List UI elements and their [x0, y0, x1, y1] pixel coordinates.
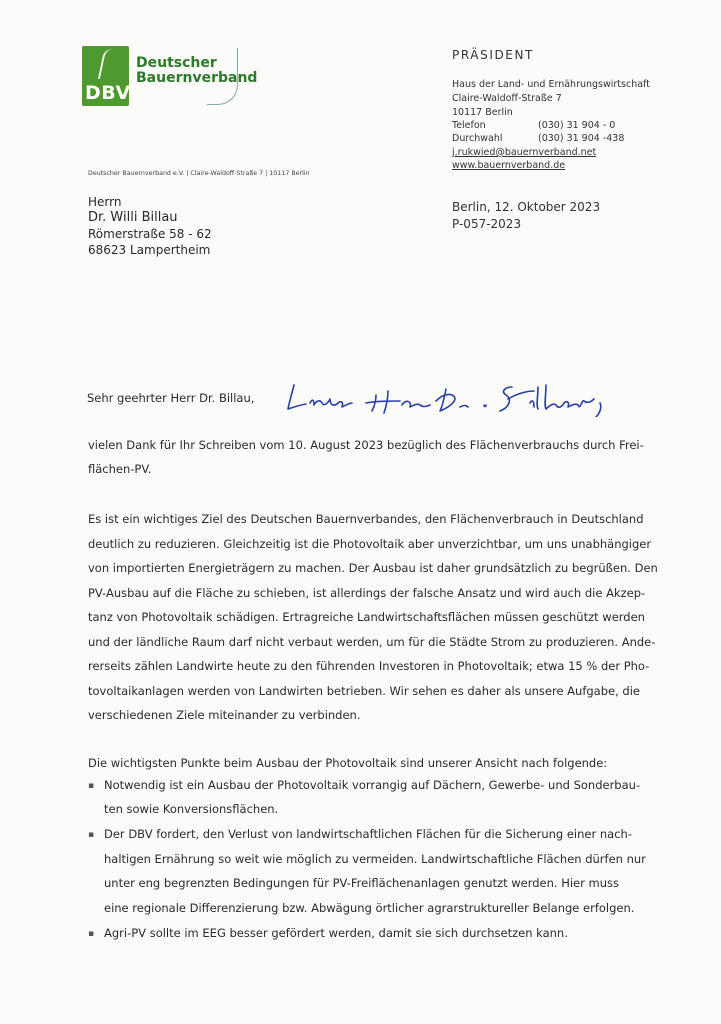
bullet1-line: Notwendig ist ein Ausbau der Photovoltaik vorrangig auf Dächern, Gewerbe- und Sonderbau- — [104, 778, 641, 792]
bullet2-line: eine regionale Differenzierung bzw. Abwägung örtlicher agrarstruktureller Belange erfolgen. — [104, 901, 635, 915]
dbv-logo — [82, 46, 258, 108]
leaf-icon — [98, 49, 114, 79]
paragraph2-line: Es ist ein wichtiges Ziel des Deutschen Bauernverbandes, den Flächenverbrauch in Deutschland — [88, 512, 644, 526]
bullet-marker: ▪ — [88, 830, 95, 840]
header-street: Claire-Waldoff-Straße 7 — [452, 93, 562, 104]
bullet2-line: unter eng begrenzten Bedingungen für PV-Freiflächenanlagen genutzt werden. Hier muss — [104, 876, 619, 890]
header-phone — [452, 120, 616, 131]
header-web[interactable]: www.bauernverband.de — [452, 160, 566, 171]
recipient-salutation: Herrn — [88, 195, 122, 209]
paragraph2-line: tovoltaikanlagen werden von Landwirten betrieben. Wir sehen es daher als unsere Aufgabe, die — [88, 684, 640, 698]
letter-reference: P-057-2023 — [452, 217, 522, 231]
paragraph2-line: verschiedenen Ziele miteinander zu verbinden. — [88, 708, 361, 722]
paragraph2-line: tanz von Photovoltaik schädigen. Ertragreiche Landwirtschaftsflächen müssen geschützt werden — [88, 610, 645, 624]
logo-text-line1: Deutscher — [136, 55, 217, 71]
logo-green-box — [82, 46, 129, 106]
paragraph1-line: vielen Dank für Ihr Schreiben vom 10. August 2023 bezüglich des Flächenverbrauchs durch Frei- — [88, 438, 644, 452]
bullet2-line: haltigen Ernährung so weit wie möglich zu vermeiden. Landwirtschaftliche Flächen dürfen nur — [104, 852, 646, 866]
header-title: PRÄSIDENT — [452, 48, 534, 62]
paragraph1-line: flächen-PV. — [88, 462, 152, 476]
phone-value: (030) 31 904 - 0 — [538, 120, 616, 131]
logo-text-line2: Bauernverband — [136, 70, 258, 86]
phone-label: Telefon — [452, 120, 486, 131]
list-intro: Die wichtigsten Punkte beim Ausbau der Photovoltaik sind unserer Ansicht nach folgende: — [88, 756, 608, 770]
recipient-city: 68623 Lampertheim — [88, 243, 211, 257]
recipient-street: Römerstraße 58 - 62 — [88, 227, 212, 241]
header-email[interactable]: j.rukwied@bauernverband.net — [452, 147, 597, 158]
bullet-marker: ▪ — [88, 781, 95, 791]
paragraph2-line: deutlich zu reduzieren. Gleichzeitig ist die Photovoltaik aber unverzichtbar, um uns unabhängiger — [88, 537, 652, 551]
letter-date: Berlin, 12. Oktober 2023 — [452, 200, 601, 214]
header-org: Haus der Land- und Ernährungswirtschaft — [452, 79, 650, 90]
paragraph2-line: von importierten Energieträgern zu machen. Der Ausbau ist daher grundsätzlich zu begrüßen. Den — [88, 561, 658, 575]
bullet1-line: ten sowie Konversionsflächen. — [104, 802, 279, 816]
paragraph2-line: rerseits zählen Landwirte heute zu den führenden Investoren in Photovoltaik; etwa 15 % der Pho- — [88, 659, 650, 673]
bullet3-line: Agri-PV sollte im EEG besser gefördert werden, damit sie sich durchsetzen kann. — [104, 926, 568, 940]
bullet-marker: ▪ — [88, 929, 95, 939]
paragraph2-line: PV-Ausbau auf die Fläche zu schieben, ist allerdings der falsche Ansatz und wird auch die Akzep- — [88, 586, 646, 600]
header-city: 10117 Berlin — [452, 107, 513, 118]
logo-abbr: DBV — [85, 82, 131, 104]
sender-line: Deutscher Bauernverband e.V. | Claire-Waldoff-Straße 7 | 10117 Berlin — [88, 170, 310, 177]
logo-swoosh — [207, 48, 238, 105]
direct-label: Durchwahl — [452, 133, 503, 144]
direct-value: (030) 31 904 -438 — [538, 133, 625, 144]
header-direct — [452, 133, 625, 144]
recipient-name: Dr. Willi Billau — [88, 210, 178, 225]
paragraph2-line: und der ländliche Raum darf nicht verbaut werden, um für die Städte Strom zu produzieren. Ande- — [88, 635, 656, 649]
handwritten-signature-icon — [284, 377, 614, 417]
salutation: Sehr geehrter Herr Dr. Billau, — [87, 391, 255, 405]
bullet2-line: Der DBV fordert, den Verlust von landwirtschaftlichen Flächen für die Sicherung einer nach- — [104, 827, 632, 841]
